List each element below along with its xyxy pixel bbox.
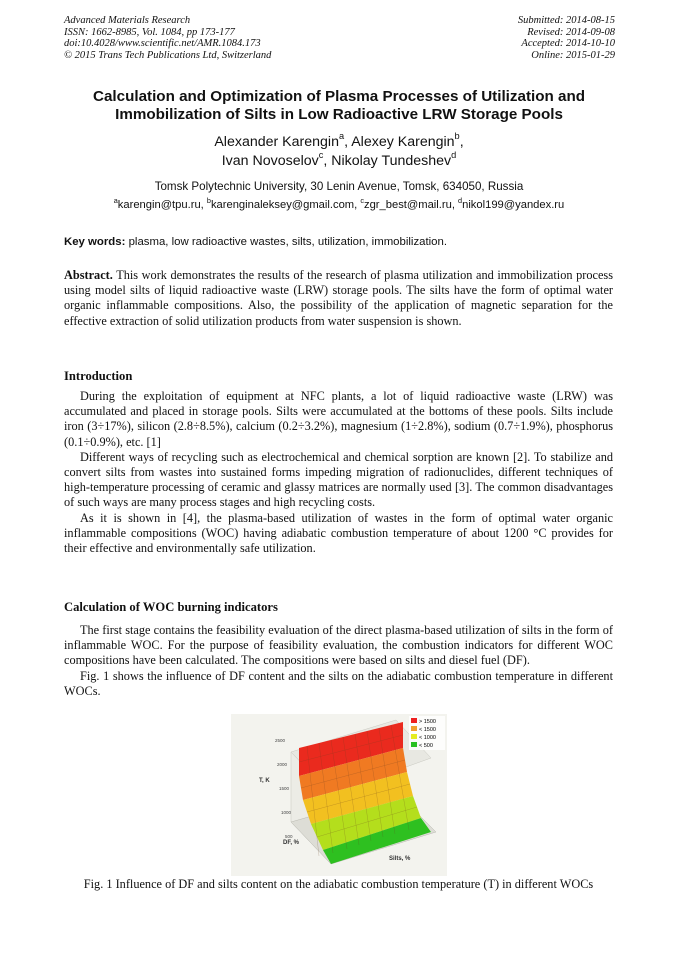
author-name: Nikolay Tundeshev [331, 153, 452, 169]
author-sup: a [338, 131, 345, 142]
keywords-text: plasma, low radioactive wastes, silts, utilization, immobilization. [128, 236, 448, 248]
legend-label: < 1000 [419, 735, 436, 741]
keywords-label: Key words: [64, 236, 126, 248]
journal-info [64, 15, 271, 61]
author-sup: b [454, 131, 460, 142]
keywords [64, 236, 624, 248]
abstract-text: This work demonstrates the results of the research of plasma utilization and immobilization process using model silts of liquid radioactive waste (LRW) storage pools. The silts have the form of optimal water organic inflammable compositions. Also, the possibility of the application of magnetic separation for the effective extraction of solid utilization products from water suspension is shown. [64, 268, 613, 328]
author-list: Alexander Karengin$^a$, Alexey Karengin$^b$, Ivan Novoselov$^c$, Nikolay Tundeshev$^d$ [214, 131, 464, 169]
legend-swatch [411, 734, 417, 739]
t-tick: 2000 [277, 762, 288, 767]
journal-copyright: © 2015 Trans Tech Publications Ltd, Switzerland [64, 49, 272, 61]
email-link[interactable]: karengin@tpu.ru [117, 199, 201, 211]
affiliation: Tomsk Polytechnic University, 30 Lenin Avenue, Tomsk, 634050, Russia [154, 180, 524, 193]
title-line-1: Calculation and Optimization of Plasma Processes of Utilization and [93, 88, 585, 105]
legend-swatch [411, 742, 417, 747]
email-sup: d [458, 195, 463, 205]
email-link[interactable]: zgr_best@mail.ru [363, 199, 452, 211]
email-link[interactable]: nikol199@yandex.ru [462, 199, 565, 211]
paragraph: As it is shown in [4], the plasma-based utilization of wastes in the form of optimal water organic inflammable compositions (WOC) having adiabatic combustion temperature of about 1200 °C provides for their effective and environmentally safe utilization. [64, 510, 613, 556]
paper-title [40, 88, 638, 124]
silts-axis-label: Silts, % [389, 856, 411, 862]
abstract-label: Abstract. [64, 268, 113, 282]
abstract [64, 268, 613, 329]
paragraph: The first stage contains the feasibility evaluation of the direct plasma-based utilization of silts in the form of inflammable WOC. For the purpose of feasibility evaluation, the combustion indicators for different WOC compositions have been calculated. The compositions were based on silts and diesel fuel (DF). [64, 623, 613, 668]
email-sup: c [360, 195, 364, 205]
date-online: Online: 2015-01-29 [531, 49, 615, 61]
legend-label: < 500 [419, 743, 433, 749]
author-name: Alexey Karengin [351, 134, 455, 150]
t-tick: 500 [285, 834, 293, 839]
calculation-body [64, 623, 613, 699]
paragraph: Different ways of recycling such as electrochemical and chemical sorption are known [2]. To stabilize and convert silts from wastes into sustained forms impeding migration of radionuclides, different techniques of high-temperature processing of ceramic and glassy matrices are normally used [3]. The common disadvantages of such ways are many process stages and high recycling costs. [64, 449, 613, 510]
df-axis-label: DF, % [283, 840, 300, 846]
legend-swatch [411, 726, 417, 731]
figure-1 [231, 714, 447, 876]
author-emails: $^a$karengin@tpu.ru, $^b$karenginaleksey@gmail.com, $^c$zgr_best@mail.ru, $^d$nikol199@yandex.ru [113, 195, 565, 211]
legend-label: > 1500 [419, 719, 436, 725]
author-name: Ivan Novoselov [221, 153, 319, 169]
surface-plot [231, 714, 447, 876]
t-tick: 1000 [281, 810, 292, 815]
plot-legend [409, 716, 445, 750]
title-line-2: Immobilization of Silts in Low Radioactive LRW Storage Pools [115, 106, 563, 123]
email-sup: a [113, 195, 118, 205]
date-revised: Revised: 2014-09-08 [527, 26, 615, 38]
introduction-body [64, 389, 613, 556]
email-link[interactable]: karenginaleksey@gmail.com [210, 199, 355, 211]
author-sup: d [451, 150, 457, 161]
section-heading-calculation: Calculation of WOC burning indicators [64, 600, 278, 614]
submission-dates [518, 15, 615, 61]
email-sup: b [206, 195, 211, 205]
legend-label: < 1500 [419, 727, 436, 733]
journal-doi: doi:10.4028/www.scientific.net/AMR.1084.173 [64, 38, 261, 49]
journal-issn: ISSN: 1662-8985, Vol. 1084, pp 173-177 [64, 26, 235, 38]
t-tick: 2500 [275, 738, 286, 743]
paragraph: Fig. 1 shows the influence of DF content and the silts on the adiabatic combustion temperature in different WOCs. [64, 668, 613, 698]
journal-name: Advanced Materials Research [64, 15, 191, 26]
paragraph: During the exploitation of equipment at NFC plants, a lot of liquid radioactive waste (LRW) was accumulated and placed in storage pools. Silts were accumulated at the bottoms of these pools. Silts include iron (3÷17%), silicon (2.8÷8.5%), calcium (0.2÷3.2%), magnesium (1÷2.8%), sodium (0.7÷1.9%), phosphorus (0.1÷0.9%), etc. [1] [64, 389, 613, 449]
legend-swatch [411, 718, 417, 723]
author-sup: c [318, 150, 324, 161]
figure-caption: Fig. 1 Influence of DF and silts content on the adiabatic combustion temperature (T) in different WOCs [83, 877, 594, 891]
section-heading-introduction: Introduction [64, 369, 133, 383]
t-axis-label: T, K [259, 778, 270, 784]
author-name: Alexander Karengin [214, 134, 339, 150]
date-submitted: Submitted: 2014-08-15 [517, 15, 615, 26]
date-accepted: Accepted: 2014-10-10 [521, 38, 615, 49]
t-tick: 1500 [279, 786, 290, 791]
